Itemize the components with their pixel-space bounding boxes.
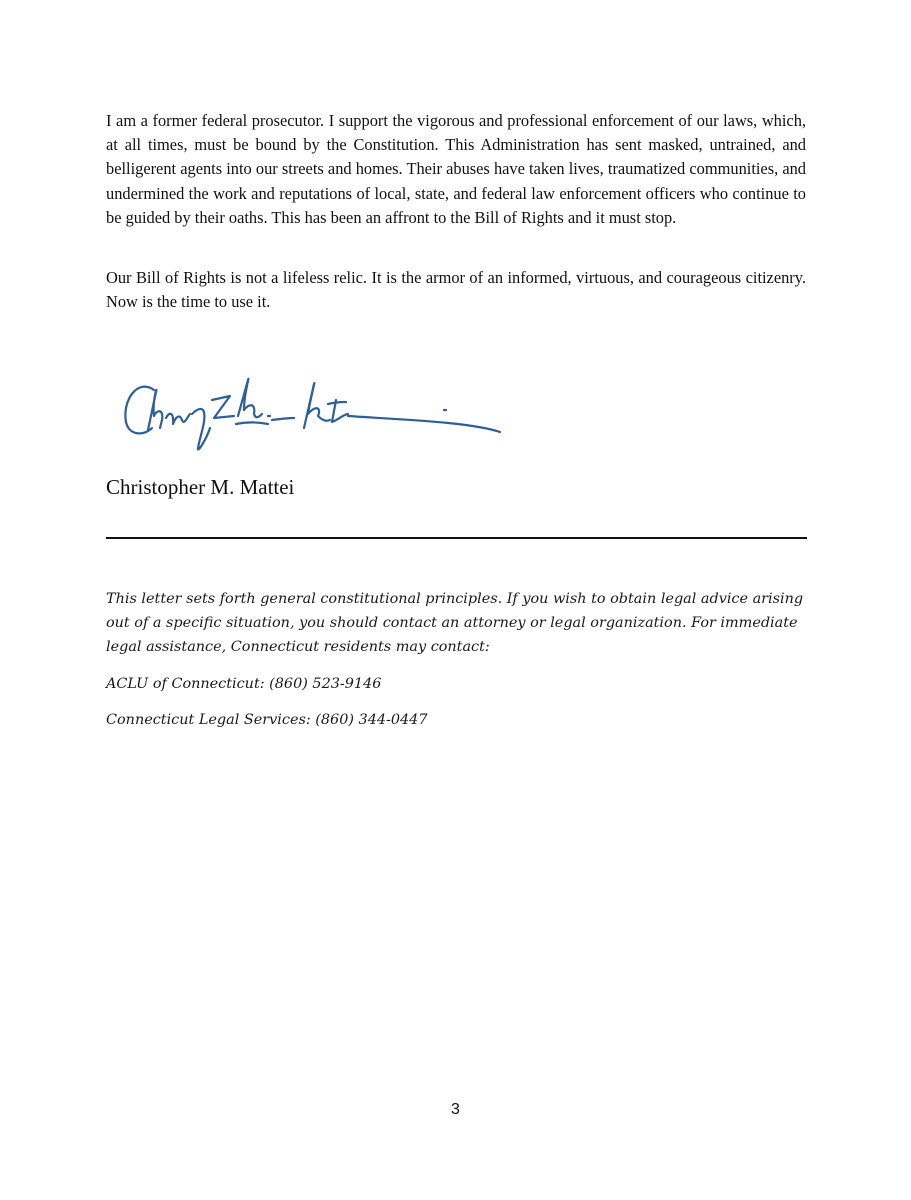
page-number: 3 (451, 1101, 460, 1118)
contact-legal-services: Connecticut Legal Services: (860) 344-0447 (106, 712, 428, 728)
body-paragraph: Our Bill of Rights is not a lifeless relic. It is the armor of an informed, virtuous, and courageous citizenry. Now is the time to use it. (106, 268, 806, 312)
body-paragraph: I am a former federal prosecutor. I support the vigorous and professional enforcement of our laws, which, at all times, must be bound by the Constitution. This Administration has sent masked, untrained, and belligerent agents into our streets and homes. Their abuses have taken lives, traumatized communities, and undermined the work and reputations of local, state, and federal law enforcement officers who continue to be guided by their oaths. This has been an affront to the Bill of Rights and it must stop. (106, 111, 806, 227)
disclaimer-text: This letter sets forth general constitutional principles. If you wish to obtain legal advice arising out of a specific situation, you should contact an attorney or legal organization. For immediate legal assistance, Connecticut residents may contact: (106, 591, 804, 655)
signer-name: Christopher M. Mattei (106, 475, 295, 499)
handwritten-signature (118, 370, 508, 460)
section-divider (106, 537, 807, 539)
contact-aclu: ACLU of Connecticut: (860) 523-9146 (106, 676, 382, 692)
